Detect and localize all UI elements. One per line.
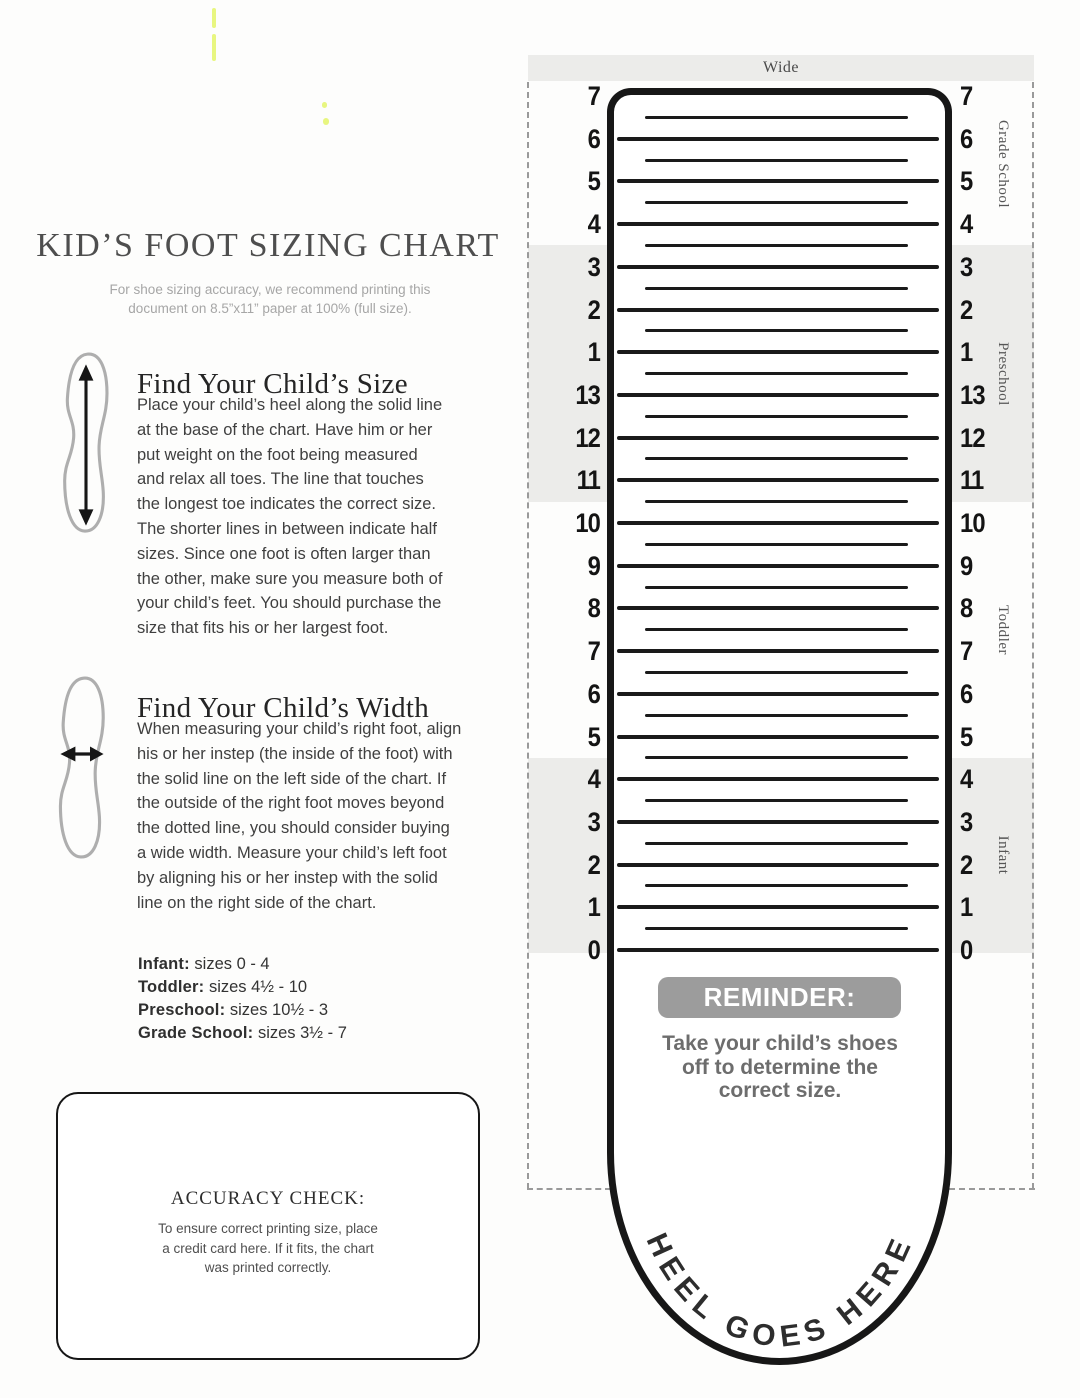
size-label-right: 2 bbox=[960, 294, 973, 325]
size-label-right: 4 bbox=[960, 209, 973, 240]
size-label-left: 7 bbox=[587, 636, 600, 667]
size-label-left: 12 bbox=[575, 422, 600, 453]
text-line: size that fits his or her largest foot. bbox=[137, 619, 389, 638]
text-line: your child’s feet. You should purchase the bbox=[137, 594, 442, 613]
text-line: off to determine the bbox=[681, 1055, 878, 1079]
size-label-left: 5 bbox=[587, 166, 600, 197]
size-label-right: 5 bbox=[960, 166, 973, 197]
size-label-right: 6 bbox=[960, 678, 973, 709]
half-size-line bbox=[645, 500, 908, 503]
size-label-left: 9 bbox=[587, 550, 600, 581]
half-size-line bbox=[645, 628, 908, 631]
full-size-line bbox=[617, 137, 939, 141]
size-label-right: 1 bbox=[960, 337, 973, 368]
category-label: Grade School bbox=[995, 119, 1011, 208]
half-size-line bbox=[645, 842, 908, 845]
half-size-line bbox=[645, 201, 908, 204]
wide-label: Wide bbox=[762, 59, 799, 76]
text-line: To ensure correct printing size, place bbox=[158, 1221, 378, 1236]
size-label-right: 8 bbox=[960, 593, 973, 624]
size-label-left: 11 bbox=[576, 465, 600, 496]
text-line: correct size. bbox=[718, 1079, 842, 1102]
size-label-right: 12 bbox=[960, 422, 985, 453]
size-label-left: 5 bbox=[587, 721, 600, 752]
text-line: The shorter lines in between indicate half bbox=[137, 519, 437, 538]
size-label-left: 7 bbox=[587, 81, 600, 111]
highlighter-mark bbox=[322, 102, 327, 108]
full-size-line bbox=[617, 308, 939, 312]
accuracy-check-body bbox=[58, 1219, 478, 1278]
accuracy-check-box bbox=[56, 1092, 480, 1360]
size-label-left: 6 bbox=[587, 678, 600, 709]
text-line: Place your child’s heel along the solid line bbox=[137, 396, 443, 414]
text-line: the dotted line, you should consider buying bbox=[137, 819, 450, 838]
half-size-line bbox=[645, 671, 908, 674]
text-line: a credit card here. If it fits, the chart bbox=[162, 1240, 374, 1256]
highlighter-mark bbox=[212, 8, 216, 28]
text-line: and relax all toes. The line that touches bbox=[137, 470, 424, 489]
foot-width-icon bbox=[47, 674, 117, 866]
wide-width-header-band bbox=[528, 55, 1034, 81]
heel-goes-here-label: HEEL GOES HERE bbox=[639, 1228, 921, 1354]
full-size-line bbox=[617, 222, 939, 226]
size-label-right: 0 bbox=[960, 935, 973, 965]
full-size-line bbox=[617, 863, 939, 867]
page-subtitle-line1: For shoe sizing accuracy, we recommend printing this bbox=[109, 281, 431, 297]
accuracy-check-heading: ACCURACY CHECK: bbox=[170, 1188, 366, 1209]
size-label-left: 13 bbox=[575, 379, 600, 410]
wide-dashed-line-bottom-right bbox=[949, 1188, 1035, 1190]
size-label-right: 2 bbox=[960, 849, 973, 880]
half-size-line bbox=[645, 714, 908, 717]
size-label-left: 6 bbox=[587, 123, 600, 154]
text-line: the longest toe indicates the correct size. bbox=[137, 495, 436, 514]
half-size-line bbox=[645, 329, 908, 332]
size-label-right: 9 bbox=[960, 550, 973, 581]
text-line: the outside of the right foot moves beyond bbox=[137, 794, 445, 813]
full-size-line bbox=[617, 777, 939, 781]
text-line: the other, make sure you measure both of bbox=[137, 569, 443, 588]
size-label-right: 7 bbox=[960, 636, 973, 667]
text-line: sizes. Since one foot is often larger than bbox=[137, 544, 431, 563]
half-size-line bbox=[645, 287, 908, 290]
foot-length-icon bbox=[52, 350, 120, 540]
text-line: by aligning his or her instep with the solid bbox=[137, 868, 438, 887]
size-label-right: 11 bbox=[960, 465, 984, 496]
category-label: Infant bbox=[995, 836, 1011, 875]
size-range-row: Preschool: sizes 10½ - 3 bbox=[138, 1001, 328, 1019]
half-size-line bbox=[645, 927, 908, 930]
text-line: line on the right side of the chart. bbox=[137, 893, 377, 912]
half-size-line bbox=[645, 756, 908, 759]
length-arrow bbox=[79, 365, 93, 525]
half-size-line bbox=[645, 415, 908, 418]
size-label-left: 10 bbox=[575, 508, 600, 538]
size-label-left: 3 bbox=[587, 806, 600, 837]
size-label-right: 13 bbox=[960, 379, 985, 410]
text-line: When measuring your child’s right foot, align bbox=[137, 720, 462, 738]
full-size-line bbox=[617, 735, 939, 739]
reminder-badge bbox=[658, 977, 901, 1018]
size-label-left: 0 bbox=[587, 935, 600, 965]
size-label-left: 3 bbox=[587, 251, 600, 282]
half-size-line bbox=[645, 372, 908, 375]
half-size-line bbox=[645, 159, 908, 162]
size-range-row: Infant: sizes 0 - 4 bbox=[138, 955, 270, 973]
full-size-line bbox=[617, 692, 939, 696]
half-size-line bbox=[645, 116, 908, 119]
half-size-line bbox=[645, 884, 908, 887]
wide-dashed-line-left bbox=[527, 82, 529, 1189]
size-label-right: 5 bbox=[960, 721, 973, 752]
reminder-badge-label: REMINDER: bbox=[703, 982, 856, 1012]
text-line: the solid line on the left side of the chart. If bbox=[137, 769, 447, 788]
size-label-right: 7 bbox=[960, 81, 973, 111]
full-size-line bbox=[617, 521, 939, 525]
highlighter-mark bbox=[212, 34, 216, 61]
half-size-line bbox=[645, 457, 908, 460]
size-ranges-list bbox=[138, 953, 498, 1045]
half-size-line bbox=[645, 543, 908, 546]
size-label-right: 6 bbox=[960, 123, 973, 154]
find-width-heading: Find Your Child’s Width bbox=[137, 692, 430, 725]
foot-outline bbox=[607, 88, 952, 1365]
full-size-line bbox=[617, 905, 939, 909]
full-size-line bbox=[617, 649, 939, 653]
size-label-left: 2 bbox=[587, 849, 600, 880]
full-size-line bbox=[617, 265, 939, 269]
size-label-left: 4 bbox=[587, 764, 600, 795]
size-label-left: 1 bbox=[587, 337, 600, 368]
text-line: at the base of the chart. Have him or her bbox=[137, 420, 433, 439]
category-label: Toddler bbox=[995, 604, 1011, 655]
full-size-line bbox=[617, 606, 939, 610]
page-subtitle-line2: document on 8.5”x11” paper at 100% (full size). bbox=[128, 300, 412, 316]
full-size-line bbox=[617, 393, 939, 397]
text-line: Take your child’s shoes bbox=[662, 1032, 898, 1055]
find-size-body bbox=[137, 393, 442, 641]
full-size-line bbox=[617, 478, 939, 482]
size-label-right: 3 bbox=[960, 806, 973, 837]
wide-dashed-line-bottom-left bbox=[527, 1188, 611, 1190]
find-width-body bbox=[137, 717, 461, 915]
wide-dashed-line-right bbox=[1032, 82, 1034, 1189]
text-line: put weight on the foot being measured bbox=[137, 445, 418, 464]
half-size-line bbox=[645, 799, 908, 802]
text-line: a wide width. Measure your child’s left foot bbox=[137, 843, 447, 862]
half-size-line bbox=[645, 244, 908, 247]
size-label-left: 1 bbox=[587, 892, 600, 923]
size-range-row: Toddler: sizes 4½ - 10 bbox=[138, 978, 308, 996]
size-label-right: 4 bbox=[960, 764, 973, 795]
full-size-line bbox=[617, 948, 939, 952]
size-range-row: Grade School: sizes 3½ - 7 bbox=[138, 1024, 347, 1042]
full-size-line bbox=[617, 436, 939, 440]
full-size-line bbox=[617, 564, 939, 568]
full-size-line bbox=[617, 179, 939, 183]
text-line: his or her instep (the inside of the foot) with bbox=[137, 744, 453, 763]
reminder-text bbox=[613, 1032, 947, 1103]
size-label-right: 1 bbox=[960, 892, 973, 923]
category-label: Preschool bbox=[995, 341, 1011, 406]
find-size-heading: Find Your Child’s Size bbox=[137, 368, 408, 401]
size-label-right: 10 bbox=[960, 508, 985, 538]
full-size-line bbox=[617, 350, 939, 354]
text-line: was printed correctly. bbox=[204, 1260, 332, 1275]
size-label-right: 3 bbox=[960, 251, 973, 282]
size-label-left: 8 bbox=[587, 593, 600, 624]
full-size-line bbox=[617, 820, 939, 824]
page-subtitle bbox=[20, 280, 520, 318]
highlighter-mark bbox=[323, 118, 329, 125]
size-label-left: 2 bbox=[587, 294, 600, 325]
size-label-left: 4 bbox=[587, 209, 600, 240]
page-title: KID’S FOOT SIZING CHART bbox=[36, 226, 500, 264]
half-size-line bbox=[645, 586, 908, 589]
